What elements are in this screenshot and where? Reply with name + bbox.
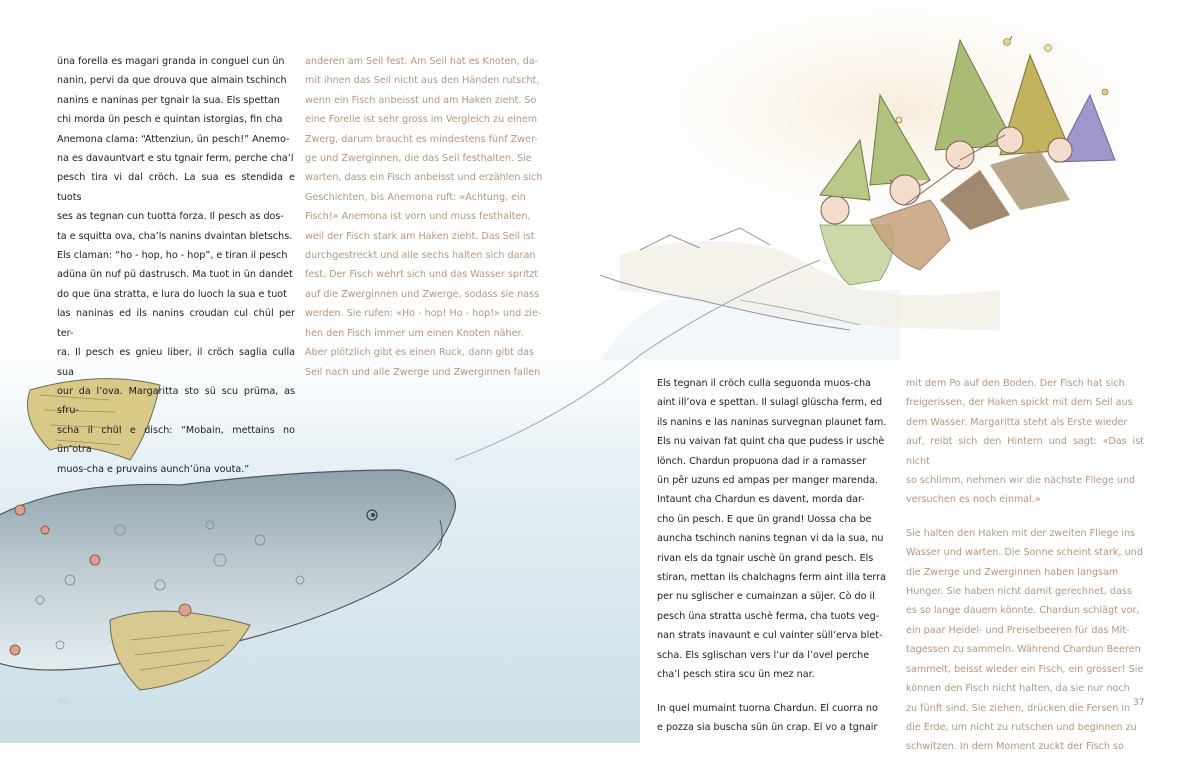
romansh-column-bottom xyxy=(657,374,892,737)
german-column-bottom xyxy=(906,374,1144,757)
page-number-left: 36 xyxy=(57,698,69,708)
paragraph: üna forella es magari granda in conguel cun ün nanin, pervi da que drouva que almain tschinch nanins e naninas per tgnair la sua. Els spettan chi morda ün pesch e quintan istorgias, fin cha Anemona clama: “Attenziun, ün pesch!” Anemo- na es davauntvart e stu tgnair ferm, perche cha’l pesch tira vi dal cröch. La sua es stendida e tuots ses as tegnan cun tuotta forza. Il pesch as dos- ta e squitta ova, cha’ls nanins dvaintan bletschs. Els claman: “ho - hop, ho - hop”, e tiran il pesch adüna ün nuf pü dastrusch. Ma tuot in ün dandet do que üna stratta, e lura do luoch la sua e tuot las naninas ed ils nanins croudan cul chül per ter- ra. Il pesch es gnieu liber, il cröch saglia culla sua our da l’ova. Margaritta sto sü scu prüma, as sfru- scha il chül e disch: “Mobain, mettains no ün’otra muos-cha e pruvains aunch’üna vouta.” xyxy=(57,56,295,475)
paragraph: Sie halten den Haken mit der zweiten Fliege ins Wasser und warten. Die Sonne scheint stark, und die Zwerge und Zwerginnen haben langsam Hunger. Sie haben nicht damit gerechnet, dass es so lange dauern könnte. Chardun schlägt vor, ein paar Heidel- und Preiselbeeren für das Mit- tagessen zu sammeln. Während Chardun Beeren sammelt, beisst wieder ein Fisch, ein grosser! Sie können den Fisch nicht halten, da sie nur noch zu fünft sind. Sie ziehen, drücken die Fersen in die Erde, um nicht zu rutschen und beginnen zu schwitzen. In dem Moment zuckt der Fisch so xyxy=(906,527,1144,753)
paragraph: In quel mumaint tuorna Chardun. El cuorra no e pozza sia buscha sün ün crap. El vo a tgnair xyxy=(657,702,878,733)
paragraph: anderen am Seil fest. Am Seil hat es Knoten, da- mit ihnen das Seil nicht aus den Händen rutscht, wenn ein Fisch anbeisst und am Haken zieht. So eine Forelle ist sehr gross im Vergleich zu einem Zwerg, darum braucht es mindestens fünf Zwer- ge und Zwerginnen, die das Seil festhalten. Sie warten, dass ein Fisch anbeisst und erzählen sich Geschichten, bis Anemona ruft: «Achtung, ein Fisch!» Anemona ist vorn und muss festhalten, weil der Fisch stark am Haken zieht. Das Seil ist durchgestreckt und alle sechs halten sich daran fest. Der Fisch wehrt sich und das Wasser spritzt auf die Zwerginnen und Zwerge, sodass sie nass werden. Sie rufen: «Ho - hop! Ho - hop!» und zie- hen den Fisch immer um einen Knoten näher. Aber plötzlich gibt es einen Ruck, dann gibt das Seil nach und alle Zwerge und Zwerginnen fallen xyxy=(305,56,543,378)
romansh-column-top xyxy=(57,52,295,479)
paragraph: mit dem Po auf den Boden. Der Fisch hat sich freigerissen, der Haken spickt mit dem Seil aus dem Wasser. Margaritta steht als Erste wieder auf, reibt sich den Hintern und sagt: «Das ist nicht so schlimm, nehmen wir die nächste Fliege und versuchen es noch einmal.» xyxy=(906,378,1144,506)
paragraph: Els tegnan il cröch culla seguonda muos-cha aint ill’ova e spettan. Il sulagl glüscha ferm, ed ils nanins e las naninas survegnan plaunet fam. Els nu vaivan fat quint cha que pudess ir uschè lönch. Chardun propuona dad ir a ramasser ün pêr uzuns ed ampas per manger marenda. Intaunt cha Chardun es davent, morda dar- cho ün pesch. E que ün grand! Uossa cha be auncha tschinch nanins tegnan vi da la sua, nu rivan els da tgnair uschè ün grand pesch. Els stiran, mettan ils chalchagns ferm aint illa terra per nu sglischer e cumainzan a süjer. Cò do il pesch üna stratta uschè ferma, cha tuots veg- nan strats inavaunt e cul vainter süll’erva blet- scha. Els sglischan vers l’ur da l’ovel perche cha’l pesch stira scu ün mez nar. xyxy=(657,378,887,681)
page-number-right: 37 xyxy=(1133,698,1145,708)
german-column-top xyxy=(305,52,544,382)
